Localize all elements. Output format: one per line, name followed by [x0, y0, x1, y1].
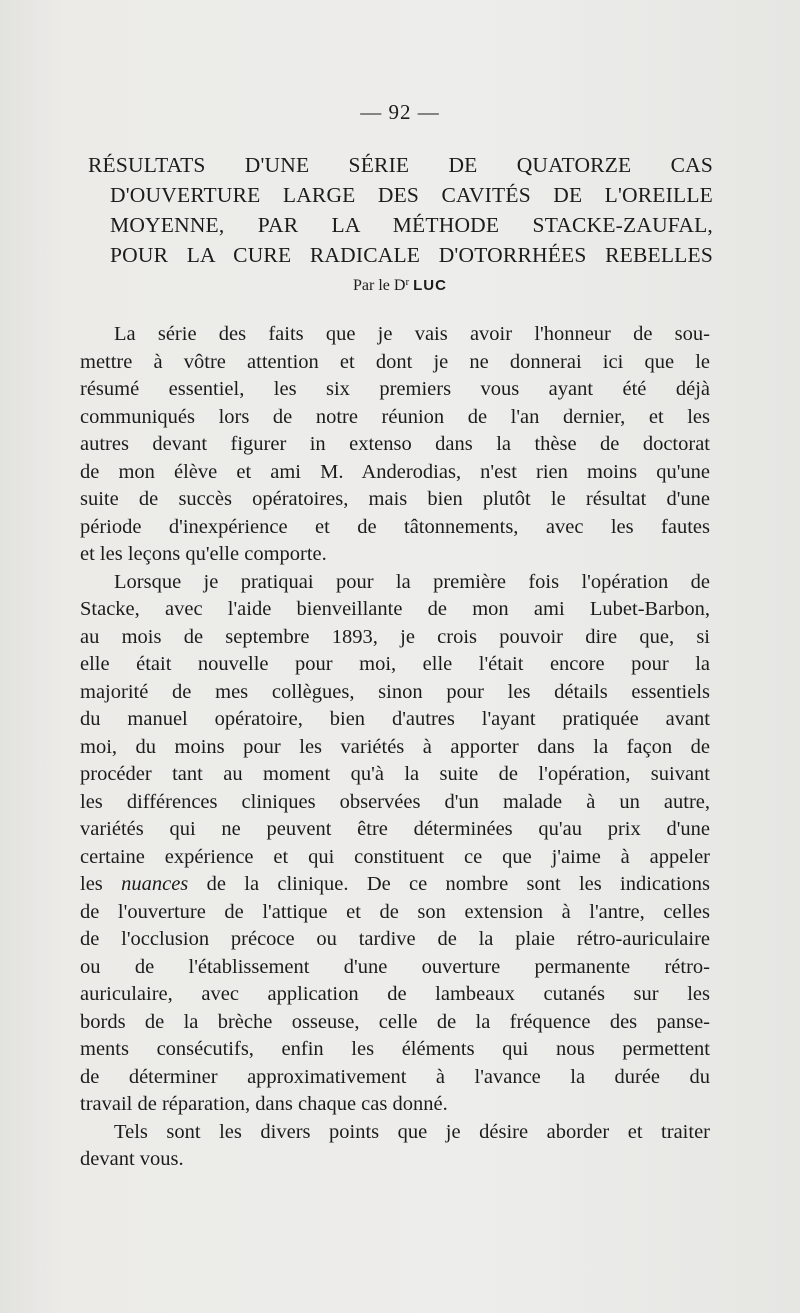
text-line: La série des faits que je vais avoir l'honneur de sou- [114, 323, 710, 345]
title-line: MOYENNE, PAR LA MÉTHODE STACKE-ZAUFAL, [110, 213, 713, 237]
text-line: procéder tant au moment qu'à la suite de l'opération, suivant [80, 763, 710, 785]
title-line: RÉSULTATS D'UNE SÉRIE DE QUATORZE CAS [88, 153, 713, 177]
text-line: mettre à vôtre attention et dont je ne donnerai ici que le [80, 350, 710, 373]
text-line: de mon élève et ami M. Anderodias, n'est rien moins qu'une [80, 460, 710, 483]
text-line: auriculaire, avec application de lambeaux cutanés sur les [80, 983, 710, 1005]
title-line: D'OUVERTURE LARGE DES CAVITÉS DE L'OREILLE [110, 183, 713, 207]
text-line: et les leçons qu'elle comporte. [80, 543, 327, 565]
byline-prefix: Par le D [353, 277, 406, 294]
text-line: de l'occlusion précoce ou tardive de la plaie rétro-auriculaire [80, 928, 710, 950]
text-line: de déterminer approximativement à l'avance la durée du [80, 1065, 710, 1088]
text-line: travail de réparation, dans chaque cas donné. [80, 1093, 448, 1115]
text-line: Tels sont les divers points que je désire aborder et traiter [114, 1120, 710, 1143]
article-title [88, 150, 713, 270]
text-line: suite de succès opératoires, mais bien plutôt le résultat d'une [80, 488, 710, 510]
text-line: au mois de septembre 1893, je crois pouvoir dire que, si [80, 625, 710, 648]
text-line: période d'inexpérience et de tâtonnements, avec les fautes [80, 515, 710, 538]
text-line: ments consécutifs, enfin les éléments qui nous permettent [80, 1038, 710, 1060]
text-line: résumé essentiel, les six premiers vous ayant été déjà [80, 378, 710, 400]
text-line: bords de la brèche osseuse, celle de la fréquence des panse- [80, 1010, 710, 1033]
text-line: majorité de mes collègues, sinon pour les détails essentiels [80, 680, 710, 703]
text-line: les nuances de la clinique. De ce nombre sont les indications [80, 873, 710, 895]
article-body [80, 321, 710, 1174]
text-line: communiqués lors de notre réunion de l'an dernier, et les [80, 405, 710, 428]
text-line: Stacke, avec l'aide bienveillante de mon ami Lubet-Barbon, [80, 598, 710, 620]
text-line: les différences cliniques observées d'un malade à un autre, [80, 790, 710, 813]
italic-term: nuances [121, 873, 189, 895]
text-line: de l'ouverture de l'attique et de son extension à l'antre, celles [80, 900, 710, 923]
text-line: certaine expérience et qui constituent ce que j'aime à appeler [80, 845, 710, 868]
text-line: elle était nouvelle pour moi, elle l'était encore pour la [80, 653, 710, 675]
text-line: autres devant figurer in extenso dans la thèse de doctorat [80, 433, 710, 455]
text-line: ou de l'établissement d'une ouverture permanente rétro- [80, 955, 710, 978]
text-line: variétés qui ne peuvent être déterminées qu'au prix d'une [80, 818, 710, 840]
text-line: moi, du moins pour les variétés à apporter dans la façon de [80, 735, 710, 758]
text-line: devant vous. [80, 1148, 184, 1170]
text-line: du manuel opératoire, bien d'autres l'ayant pratiquée avant [80, 708, 710, 730]
page-number: — 92 — [360, 100, 440, 124]
byline-sup: r [405, 276, 410, 288]
byline [0, 276, 800, 295]
text-line: Lorsque je pratiquai pour la première fois l'opération de [114, 570, 710, 593]
title-line: POUR LA CURE RADICALE D'OTORRHÉES REBELLES [110, 243, 713, 267]
author-name: LUC [413, 277, 447, 294]
